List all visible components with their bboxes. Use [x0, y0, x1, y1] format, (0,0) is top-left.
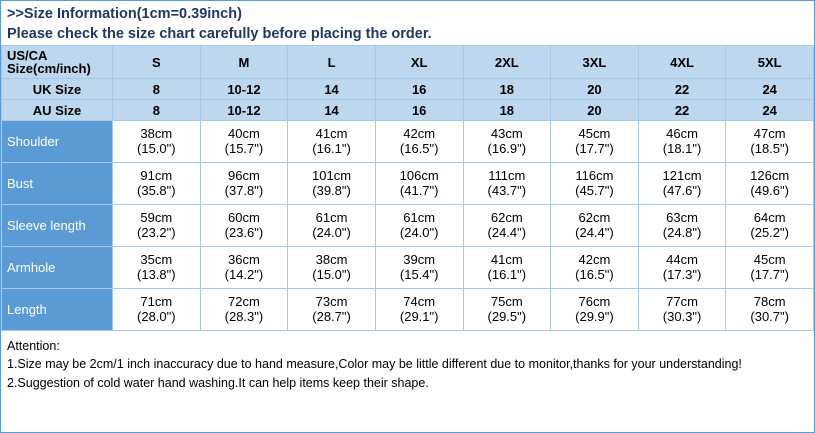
measure-inch: (23.6") — [224, 224, 264, 240]
au-size-value: 10-12 — [200, 100, 288, 121]
measure-cell — [375, 121, 463, 163]
measure-cm: 75cm — [490, 293, 523, 309]
measure-inch: (16.5") — [575, 266, 614, 282]
measure-inch: (16.9") — [487, 140, 527, 156]
measure-inch: (18.1") — [662, 140, 702, 156]
au-size-value: 18 — [463, 100, 551, 121]
measure-cm: 121cm — [662, 167, 702, 183]
row-label-bust: Bust — [2, 163, 113, 205]
uk-size-value: 20 — [551, 79, 639, 100]
measure-inch: (24.0") — [399, 224, 439, 240]
measure-cm: 76cm — [578, 293, 611, 309]
measure-cell — [638, 205, 726, 247]
measure-cm: 40cm — [228, 125, 260, 141]
measure-cm: 38cm — [140, 125, 173, 141]
measure-inch: (35.8") — [137, 182, 176, 198]
uk-size-value: 24 — [726, 79, 814, 100]
row-label-shoulder: Shoulder — [2, 121, 113, 163]
measure-cm: 63cm — [666, 209, 698, 225]
measure-cm: 43cm — [490, 125, 523, 141]
measure-inch: (17.7") — [575, 140, 614, 156]
row-label-sleeve-length: Sleeve length — [2, 205, 113, 247]
measure-cell — [288, 289, 376, 331]
measure-cm: 35cm — [140, 251, 173, 267]
measure-inch: (30.7") — [750, 308, 789, 324]
au-size-label: AU Size — [2, 100, 113, 121]
measure-cell — [288, 247, 376, 289]
measure-cm: 62cm — [578, 209, 611, 225]
measure-inch: (47.6") — [662, 182, 702, 198]
measure-inch: (29.1") — [399, 308, 439, 324]
measure-cell — [551, 247, 639, 289]
measure-inch: (16.1") — [487, 266, 527, 282]
measure-cm: 96cm — [228, 167, 260, 183]
measure-cell — [200, 289, 288, 331]
measure-cm: 47cm — [753, 125, 786, 141]
measure-cell — [375, 289, 463, 331]
measure-cm: 42cm — [403, 125, 436, 141]
measure-cm: 126cm — [750, 167, 790, 183]
measure-cell — [551, 289, 639, 331]
measure-cm: 38cm — [315, 251, 348, 267]
measure-cell — [200, 247, 288, 289]
attention-line-2: 2.Suggestion of cold water hand washing.It can help items keep their shape. — [7, 375, 429, 390]
measure-cm: 44cm — [666, 251, 698, 267]
measure-inch: (15.0") — [137, 140, 176, 156]
measure-cm: 64cm — [753, 209, 786, 225]
size-header-xl: XL — [375, 46, 463, 79]
measure-inch: (37.8") — [224, 182, 264, 198]
row-label-length: Length — [2, 289, 113, 331]
measure-inch: (14.2") — [224, 266, 264, 282]
measure-cm: 41cm — [490, 251, 523, 267]
measure-inch: (45.7") — [575, 182, 614, 198]
measure-cm: 73cm — [315, 293, 348, 309]
size-header-s: S — [113, 46, 201, 79]
measure-cell — [200, 121, 288, 163]
measure-inch: (15.0") — [312, 266, 351, 282]
measure-cell — [726, 121, 814, 163]
measure-inch: (49.6") — [750, 182, 789, 198]
size-label-cell: US/CA Size(cm/inch) — [2, 46, 113, 79]
measure-cm: 72cm — [228, 293, 260, 309]
size-header-m: M — [200, 46, 288, 79]
measure-cell — [463, 163, 551, 205]
measure-inch: (23.2") — [137, 224, 176, 240]
measure-inch: (24.8") — [662, 224, 702, 240]
measure-inch: (25.2") — [750, 224, 789, 240]
measure-cm: 36cm — [228, 251, 260, 267]
measure-cm: 62cm — [490, 209, 523, 225]
attention-block — [1, 331, 814, 395]
measure-cell — [288, 163, 376, 205]
measure-inch: (24.4") — [575, 224, 614, 240]
measure-cell — [463, 247, 551, 289]
measure-cm: 116cm — [575, 167, 614, 183]
measure-cm: 74cm — [403, 293, 436, 309]
measure-cm: 60cm — [228, 209, 260, 225]
attention-heading: Attention: — [7, 339, 60, 354]
measure-inch: (28.7") — [312, 308, 351, 324]
measure-cell — [288, 121, 376, 163]
uk-size-value: 8 — [113, 79, 201, 100]
au-size-value: 20 — [551, 100, 639, 121]
size-header-5xl: 5XL — [726, 46, 814, 79]
size-header-3xl: 3XL — [551, 46, 639, 79]
uk-size-row — [2, 79, 814, 100]
measure-cell — [113, 163, 201, 205]
measure-cm: 71cm — [140, 293, 173, 309]
measure-cm: 45cm — [753, 251, 786, 267]
uk-size-value: 18 — [463, 79, 551, 100]
measure-inch: (16.1") — [312, 140, 351, 156]
measure-cell — [113, 205, 201, 247]
measure-cell — [463, 289, 551, 331]
attention-line-1: 1.Size may be 2cm/1 inch inaccuracy due to hand measure,Color may be little different due to monitor,thanks for your understanding! — [7, 357, 742, 372]
measure-cm: 39cm — [403, 251, 436, 267]
measure-inch: (17.3") — [662, 266, 702, 282]
table-row — [2, 289, 814, 331]
measure-cell — [551, 121, 639, 163]
au-size-value: 22 — [638, 100, 726, 121]
measure-cell — [113, 121, 201, 163]
au-size-row — [2, 100, 814, 121]
measure-inch: (41.7") — [399, 182, 439, 198]
measure-inch: (43.7") — [487, 182, 527, 198]
measure-cm: 59cm — [140, 209, 173, 225]
measure-inch: (28.3") — [224, 308, 264, 324]
measure-cell — [726, 163, 814, 205]
au-size-value: 16 — [375, 100, 463, 121]
measure-inch: (24.4") — [487, 224, 527, 240]
measure-inch: (39.8") — [312, 182, 351, 198]
measure-cm: 46cm — [666, 125, 698, 141]
measure-cm: 91cm — [140, 167, 173, 183]
table-header-row — [2, 46, 814, 79]
row-label-armhole: Armhole — [2, 247, 113, 289]
uk-size-value: 10-12 — [200, 79, 288, 100]
measure-cell — [726, 205, 814, 247]
measure-cm: 78cm — [753, 293, 786, 309]
measure-cell — [200, 205, 288, 247]
measure-cell — [288, 205, 376, 247]
measure-cell — [726, 247, 814, 289]
uk-size-label: UK Size — [2, 79, 113, 100]
measure-inch: (28.0") — [137, 308, 176, 324]
measure-cell — [638, 121, 726, 163]
measure-cell — [375, 163, 463, 205]
uk-size-value: 22 — [638, 79, 726, 100]
table-row — [2, 163, 814, 205]
measure-cm: 111cm — [488, 167, 526, 183]
uk-size-value: 16 — [375, 79, 463, 100]
measure-cell — [551, 163, 639, 205]
page-title: >>Size Information(1cm=0.39inch) — [7, 6, 242, 22]
measure-cm: 101cm — [312, 167, 352, 183]
au-size-value: 14 — [288, 100, 376, 121]
measure-cm: 42cm — [578, 251, 611, 267]
table-row — [2, 121, 814, 163]
measure-cm: 61cm — [403, 209, 436, 225]
measure-inch: (16.5") — [399, 140, 439, 156]
measure-cell — [463, 121, 551, 163]
measure-cell — [638, 289, 726, 331]
uk-size-value: 14 — [288, 79, 376, 100]
table-row — [2, 247, 814, 289]
size-header-l: L — [288, 46, 376, 79]
measure-inch: (13.8") — [137, 266, 176, 282]
measure-inch: (24.0") — [312, 224, 351, 240]
measure-cell — [113, 247, 201, 289]
size-header-4xl: 4XL — [638, 46, 726, 79]
measure-inch: (30.3") — [662, 308, 702, 324]
measure-cell — [726, 289, 814, 331]
measure-inch: (15.4") — [399, 266, 439, 282]
measure-inch: (29.5") — [487, 308, 527, 324]
measure-inch: (17.7") — [750, 266, 789, 282]
measure-cell — [375, 205, 463, 247]
size-table — [1, 45, 814, 331]
page-subtitle: Please check the size chart carefully before placing the order. — [7, 26, 432, 43]
measure-cm: 45cm — [578, 125, 611, 141]
measure-cell — [551, 205, 639, 247]
measure-inch: (29.9") — [575, 308, 614, 324]
au-size-value: 8 — [113, 100, 201, 121]
measure-cell — [638, 163, 726, 205]
measure-cm: 106cm — [399, 167, 439, 183]
measure-inch: (18.5") — [750, 140, 789, 156]
size-header-2xl: 2XL — [463, 46, 551, 79]
measure-cell — [113, 289, 201, 331]
header-block — [1, 1, 814, 45]
au-size-value: 24 — [726, 100, 814, 121]
table-row — [2, 205, 814, 247]
measure-cm: 41cm — [315, 125, 348, 141]
measure-cell — [463, 205, 551, 247]
measure-cell — [375, 247, 463, 289]
measure-cm: 61cm — [315, 209, 348, 225]
measure-cell — [200, 163, 288, 205]
measure-cm: 77cm — [666, 293, 698, 309]
measure-inch: (15.7") — [224, 140, 264, 156]
measure-cell — [638, 247, 726, 289]
